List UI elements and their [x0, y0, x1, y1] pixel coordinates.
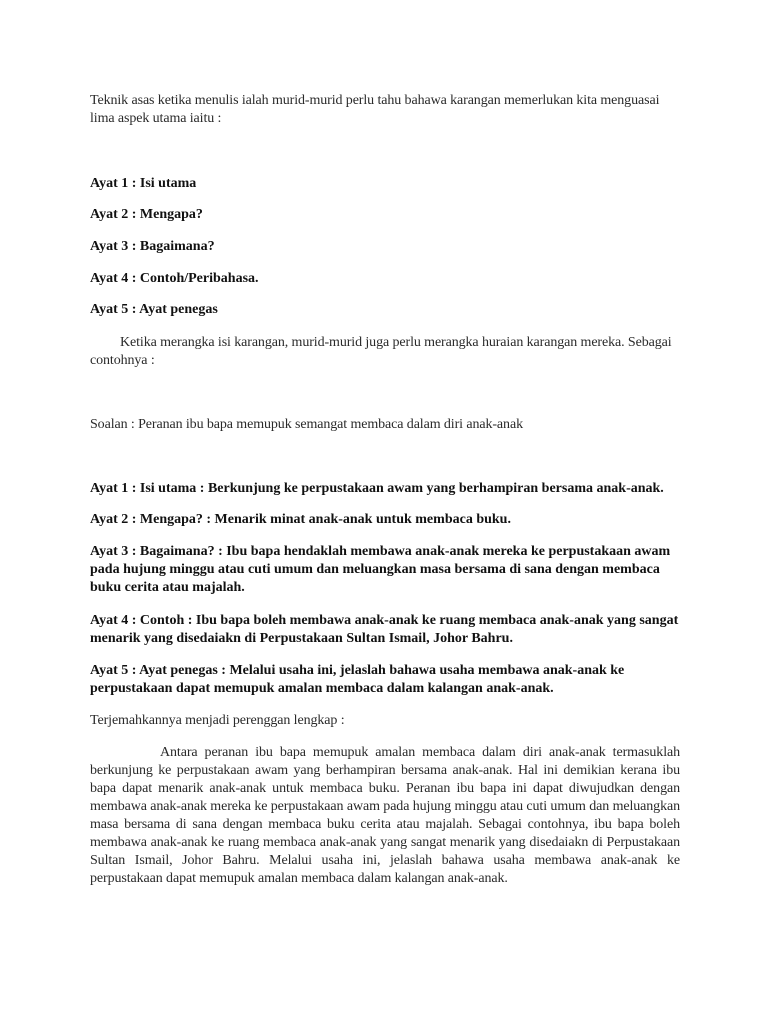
- outline-item-2: Ayat 2 : Mengapa?: [90, 207, 203, 222]
- question-line: Soalan : Peranan ibu bapa memupuk semangat membaca dalam diri anak-anak: [90, 417, 523, 432]
- example-item-5: Ayat 5 : Ayat penegas : Melalui usaha ini, jelaslah bahawa usaha membawa anak-anak ke perpustakaan dapat memupuk amalan membaca dalam kalangan anak-anak.: [90, 663, 625, 696]
- example-item-3: Ayat 3 : Bagaimana? : Ibu bapa hendaklah membawa anak-anak mereka ke perpustakaan awam pada hujung minggu atau cuti umum dan meluangkan masa bersama di sana dengan membaca buku cerita atau majalah.: [90, 544, 671, 595]
- intro-paragraph: Teknik asas ketika menulis ialah murid-murid perlu tahu bahawa karangan memerlukan kita menguasai lima aspek utama iaitu :: [90, 93, 660, 126]
- outline-item-4: Ayat 4 : Contoh/Peribahasa.: [90, 271, 259, 286]
- outline-item-5: Ayat 5 : Ayat penegas: [90, 302, 218, 317]
- outline-item-3: Ayat 3 : Bagaimana?: [90, 239, 215, 254]
- example-item-1: Ayat 1 : Isi utama : Berkunjung ke perpustakaan awam yang berhampiran bersama anak-anak.: [90, 481, 664, 496]
- outline-item-1: Ayat 1 : Isi utama: [90, 176, 197, 191]
- example-item-4: Ayat 4 : Contoh : Ibu bapa boleh membawa anak-anak ke ruang membaca anak-anak yang sangat menarik yang disedaiakn di Perpustakaan Sultan Ismail, Johor Bahru.: [90, 613, 679, 646]
- example-intro-paragraph: Ketika merangka isi karangan, murid-murid juga perlu merangka huraian karangan mereka. Sebagai contohnya :: [90, 335, 672, 368]
- example-item-2: Ayat 2 : Mengapa? : Menarik minat anak-anak untuk membaca buku.: [90, 512, 511, 527]
- full-paragraph: Antara peranan ibu bapa memupuk amalan membaca dalam diri anak-anak termasuklah berkunjung ke perpustakaan awam yang berhampiran bersama anak-anak. Hal ini demikian kerana ibu bapa dapat menarik anak-anak untuk membaca buku. Peranan ibu bapa ini dapat diwujudkan dengan membawa anak-anak mereka ke perpustakaan awam pada hujung minggu atau cuti umum dan meluangkan masa bersama di sana dengan membaca buku cerita atau majalah. Sebagai contohnya, ibu bapa boleh membawa anak-anak ke ruang membaca anak-anak yang sangat menarik yang disedaiakn di Perpustakaan Sultan Ismail, Johor Bahru. Melalui usaha ini, jelaslah bahawa usaha membawa anak-anak ke perpustakaan dapat memupuk amalan membaca dalam kalangan anak-anak.: [90, 745, 680, 886]
- translate-label: Terjemahkannya menjadi perenggan lengkap :: [90, 713, 345, 728]
